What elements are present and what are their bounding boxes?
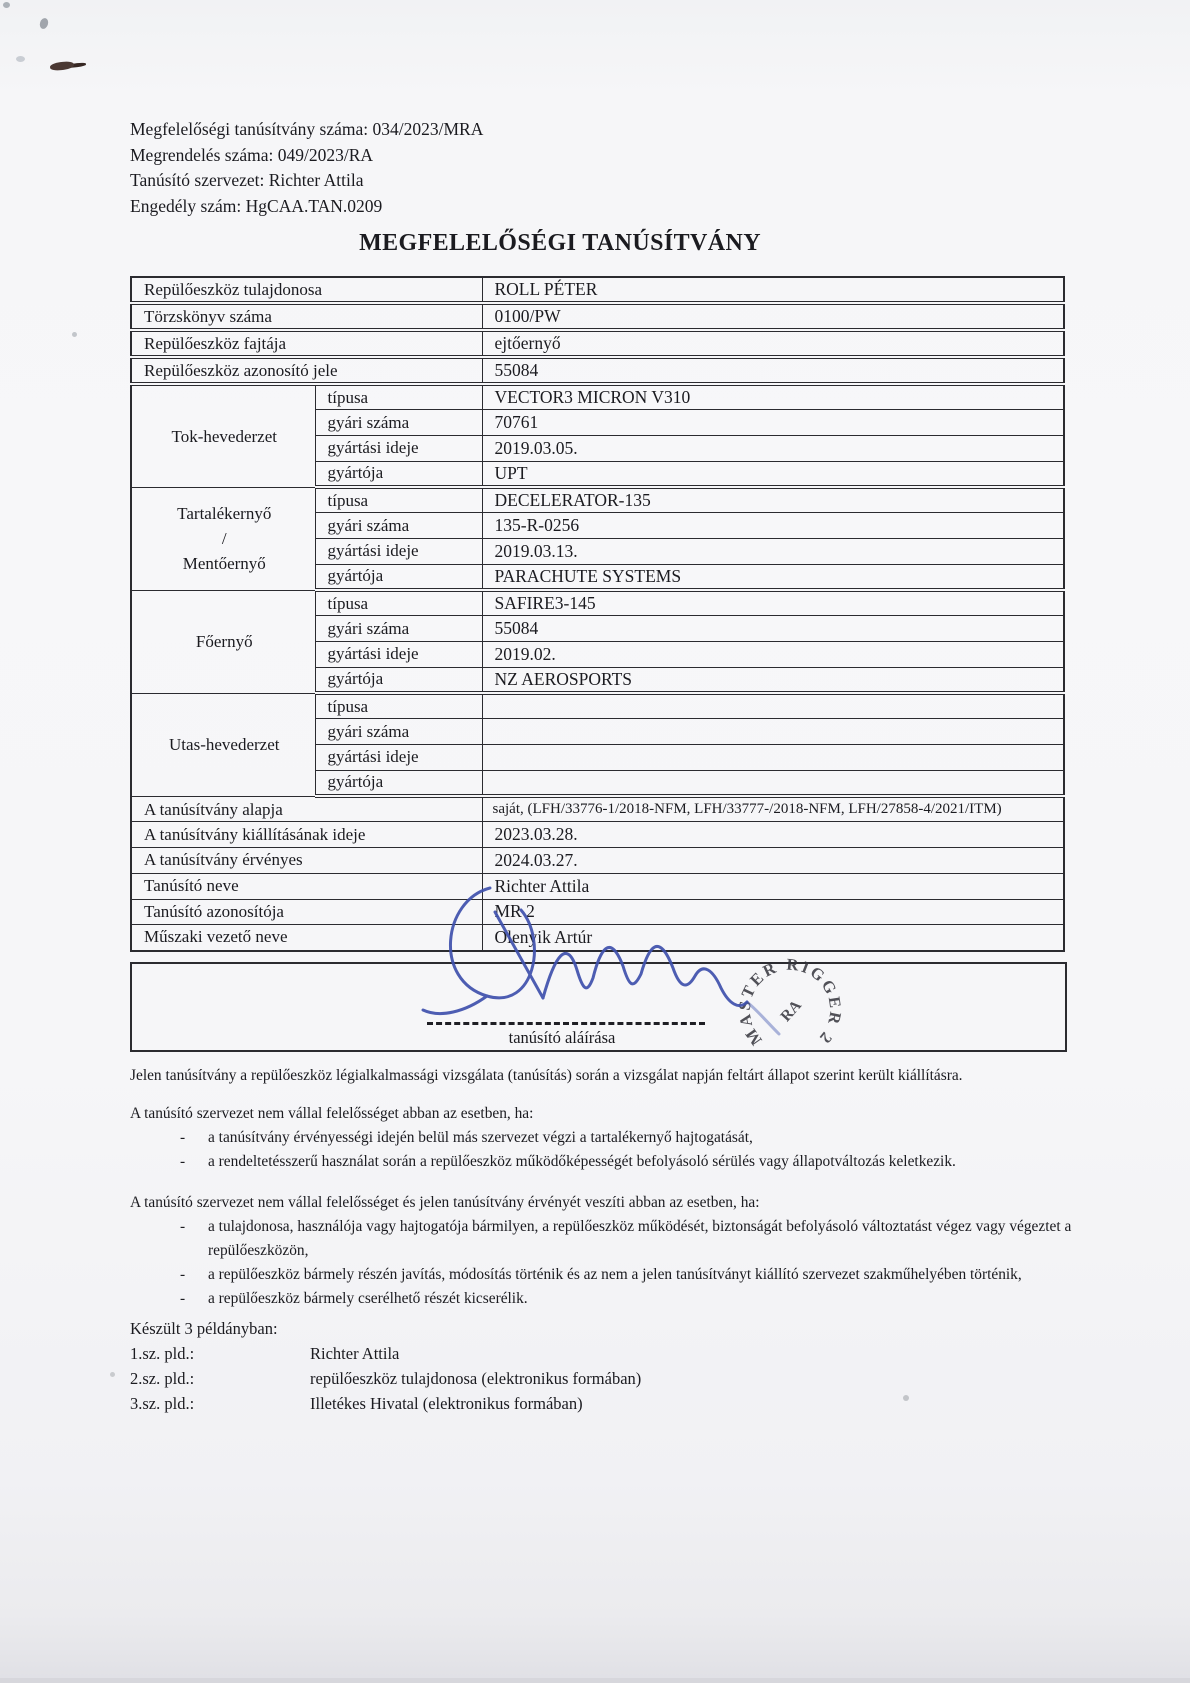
copy-recipient: Richter Attila bbox=[310, 1344, 400, 1363]
table-row bbox=[131, 796, 1064, 822]
group-name-line: Főernyő bbox=[195, 632, 253, 651]
row-label: Törzskönyv száma bbox=[131, 303, 482, 330]
certificate-header-block bbox=[130, 117, 483, 219]
scan-speck bbox=[16, 56, 25, 62]
legal-section1-heading: A tanúsító szervezet nem vállal felelősséget abban az esetben, ha: bbox=[130, 1105, 534, 1122]
row-value: 55084 bbox=[482, 357, 1064, 384]
group-name bbox=[131, 384, 315, 487]
copy-recipient: Illetékes Hivatal (elektronikus formában) bbox=[310, 1394, 583, 1413]
sub-label: gyártási ideje bbox=[315, 539, 482, 565]
row-value: 2024.03.27. bbox=[482, 848, 1064, 874]
scan-speck bbox=[38, 17, 49, 30]
scan-speck bbox=[3, 2, 10, 8]
row-label: A tanúsítvány kiállításának ideje bbox=[131, 822, 482, 848]
sub-value: PARACHUTE SYSTEMS bbox=[482, 564, 1064, 590]
copy-number: 1.sz. pld.: bbox=[130, 1344, 195, 1363]
sub-value-empty bbox=[482, 719, 1064, 745]
sub-label: gyári száma bbox=[315, 616, 482, 642]
sub-value: DECELERATOR-135 bbox=[482, 487, 1064, 513]
row-label: Tanúsító neve bbox=[131, 873, 482, 899]
bullet-dash: - bbox=[180, 1129, 186, 1146]
sub-value: VECTOR3 MICRON V310 bbox=[482, 384, 1064, 410]
row-label: Repülőeszköz tulajdonosa bbox=[131, 277, 482, 303]
row-value: saját, (LFH/33776-1/2018-NFM, LFH/33777-/2018-NFM, LFH/27858-4/2021/ITM) bbox=[482, 796, 1064, 822]
legal-bullet bbox=[130, 1215, 1094, 1263]
sub-value: 2019.02. bbox=[482, 642, 1064, 668]
bullet-dash: - bbox=[180, 1290, 186, 1307]
stamp-ring-text: MASTER RIGGER 2 bbox=[734, 954, 846, 1050]
copy-item bbox=[130, 1366, 641, 1391]
scan-smudge bbox=[50, 61, 75, 72]
row-label: Műszaki vezető neve bbox=[131, 925, 482, 951]
row-label: Tanúsító azonosítója bbox=[131, 899, 482, 925]
row-label: Repülőeszköz fajtája bbox=[131, 330, 482, 357]
sub-value: SAFIRE3-145 bbox=[482, 590, 1064, 616]
legal-bullet bbox=[130, 1150, 1094, 1174]
scan-speck bbox=[110, 1372, 115, 1377]
copy-recipient: repülőeszköz tulajdonosa (elektronikus formában) bbox=[310, 1369, 642, 1388]
sub-label: gyártója bbox=[315, 667, 482, 693]
legal-text-block bbox=[130, 1064, 1094, 1311]
group-name-line: Tartalékernyő bbox=[177, 504, 272, 523]
bullet-text: a tanúsítvány érvényességi idején belül más szervezet végzi a tartalékernyő hajtogatását, bbox=[208, 1129, 753, 1146]
sub-value-empty bbox=[482, 745, 1064, 771]
legal-paragraph-1: Jelen tanúsítvány a repülőeszköz légialkalmassági vizsgálata (tanúsítás) során a vizsgálat napján feltárt állapot szerint került kiállításra. bbox=[130, 1067, 963, 1084]
table-row bbox=[131, 384, 1064, 410]
group-name bbox=[131, 693, 315, 796]
bullet-dash: - bbox=[180, 1153, 186, 1170]
copies-title: Készült 3 példányban: bbox=[130, 1319, 278, 1338]
table-row bbox=[131, 357, 1064, 384]
table-row bbox=[131, 330, 1064, 357]
copy-number: 2.sz. pld.: bbox=[130, 1369, 195, 1388]
bullet-dash: - bbox=[180, 1266, 186, 1283]
scan-speck bbox=[72, 332, 77, 337]
sub-label: típusa bbox=[315, 384, 482, 410]
signature-scribble bbox=[395, 870, 865, 1060]
legal-bullet bbox=[130, 1287, 1094, 1311]
table-row bbox=[131, 487, 1064, 513]
row-label: A tanúsítvány érvényes bbox=[131, 848, 482, 874]
copies-block bbox=[130, 1316, 641, 1416]
table-row bbox=[131, 693, 1064, 719]
sub-value: NZ AEROSPORTS bbox=[482, 667, 1064, 693]
sub-label: típusa bbox=[315, 590, 482, 616]
signature-caption: tanúsító aláírása bbox=[508, 1028, 616, 1047]
group-name bbox=[131, 487, 315, 590]
table-row bbox=[131, 303, 1064, 330]
row-value: 2023.03.28. bbox=[482, 822, 1064, 848]
sub-value: 55084 bbox=[482, 616, 1064, 642]
certificate-number-line: Megfelelőségi tanúsítvány száma: 034/2023/MRA bbox=[130, 119, 484, 139]
table-row bbox=[131, 277, 1064, 303]
scan-speck bbox=[903, 1395, 909, 1401]
sub-label: gyártási ideje bbox=[315, 642, 482, 668]
legal-bullet bbox=[130, 1126, 1094, 1150]
order-number-line: Megrendelés száma: 049/2023/RA bbox=[130, 144, 374, 165]
sub-label: gyártója bbox=[315, 461, 482, 487]
sub-value: 2019.03.05. bbox=[482, 436, 1064, 462]
sub-value: 135-R-0256 bbox=[482, 513, 1064, 539]
sub-label: gyártási ideje bbox=[315, 436, 482, 462]
stamp-center-text: RA bbox=[777, 996, 805, 1026]
row-value: Olenyik Artúr bbox=[482, 925, 1064, 951]
bullet-dash: - bbox=[180, 1218, 186, 1235]
sub-label: típusa bbox=[315, 487, 482, 513]
sub-label: gyártója bbox=[315, 564, 482, 590]
row-value: ROLL PÉTER bbox=[482, 277, 1064, 303]
sub-value: 2019.03.13. bbox=[482, 539, 1064, 565]
certificate-table bbox=[130, 276, 1065, 952]
page-title: MEGFELELŐSÉGI TANÚSÍTVÁNY bbox=[359, 230, 761, 256]
row-value: ejtőernyő bbox=[482, 330, 1064, 357]
sub-label: gyártási ideje bbox=[315, 745, 482, 771]
sub-label: gyári száma bbox=[315, 719, 482, 745]
row-value: Richter Attila bbox=[482, 873, 1064, 899]
copy-item bbox=[130, 1391, 641, 1416]
group-name-line: Mentőernyő bbox=[182, 554, 266, 573]
bullet-text: a repülőeszköz bármely részén javítás, módosítás történik és az nem a jelen tanúsítványt kiállító szervezet szakműhelyében történik, bbox=[208, 1266, 1022, 1283]
copy-number: 3.sz. pld.: bbox=[130, 1394, 195, 1413]
row-label: A tanúsítvány alapja bbox=[131, 796, 482, 822]
sub-value-empty bbox=[482, 693, 1064, 719]
row-value: 0100/PW bbox=[482, 303, 1064, 330]
sub-label: gyártója bbox=[315, 770, 482, 796]
bullet-text: a rendeltetésszerű használat során a repülőeszköz működőképességét befolyásoló sérülés vagy állapotváltozás keletkezik. bbox=[208, 1153, 956, 1170]
sub-label: gyári száma bbox=[315, 410, 482, 436]
row-label: Repülőeszköz azonosító jele bbox=[131, 357, 482, 384]
sub-label: gyári száma bbox=[315, 513, 482, 539]
sub-value: 70761 bbox=[482, 410, 1064, 436]
table-row bbox=[131, 590, 1064, 616]
sub-label: típusa bbox=[315, 693, 482, 719]
group-name-line: Utas-hevederzet bbox=[169, 735, 280, 754]
group-name bbox=[131, 590, 315, 693]
certifier-organization-line: Tanúsító szervezet: Richter Attila bbox=[130, 170, 364, 190]
row-value: MR 2 bbox=[482, 899, 1064, 925]
sub-value: UPT bbox=[482, 461, 1064, 487]
sub-value-empty bbox=[482, 770, 1064, 796]
license-number-line: Engedély szám: HgCAA.TAN.0209 bbox=[130, 195, 383, 216]
table-row bbox=[131, 822, 1064, 848]
group-name-line: Tok-hevederzet bbox=[171, 426, 277, 446]
group-name-line: / bbox=[221, 529, 227, 548]
bullet-text: a tulajdonosa, használója vagy hajtogatója bármilyen, a repülőeszköz működését, biztonságát befolyásoló változtatást végez vagy végeztet a repülőeszközön, bbox=[208, 1218, 1072, 1259]
bullet-text: a repülőeszköz bármely cserélhető részét kicserélik. bbox=[208, 1290, 528, 1307]
legal-section2-heading: A tanúsító szervezet nem vállal felelősséget és jelen tanúsítvány érvényét veszíti abban az esetben, ha: bbox=[130, 1194, 760, 1211]
legal-bullet bbox=[130, 1263, 1094, 1287]
copy-item bbox=[130, 1341, 641, 1366]
